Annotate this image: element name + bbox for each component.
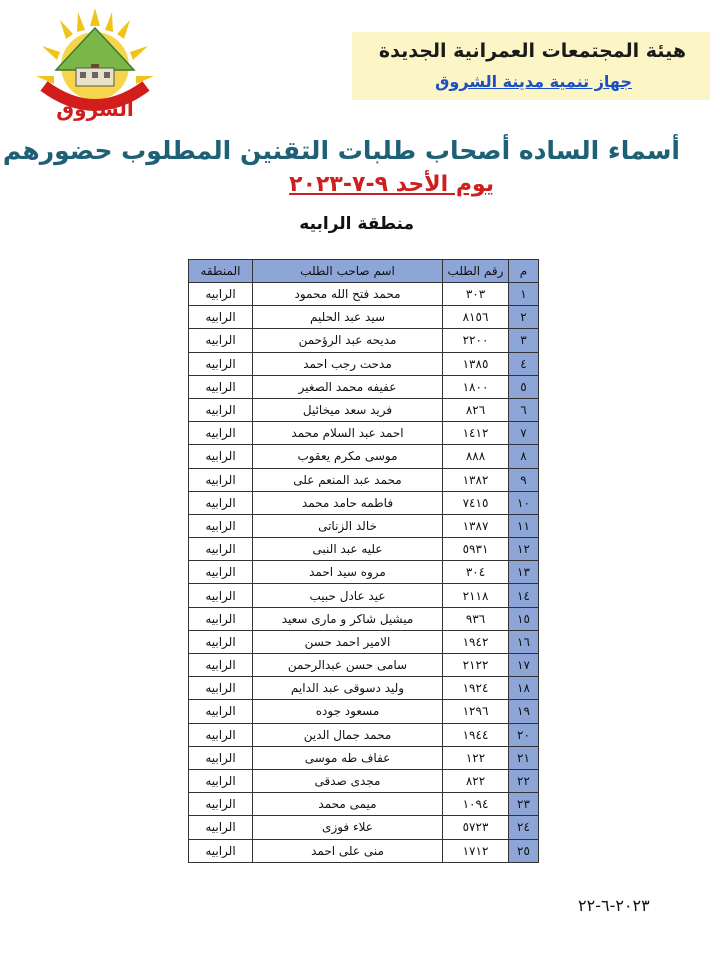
area-name: الرابيه [189, 816, 253, 839]
table-row [189, 422, 539, 445]
area-name: الرابيه [189, 352, 253, 375]
request-number: ٨٨٨ [443, 445, 509, 468]
area-name: الرابيه [189, 375, 253, 398]
applicant-name: مدحت رجب احمد [253, 352, 443, 375]
area-name: الرابيه [189, 630, 253, 653]
applicant-name: احمد عبد السلام محمد [253, 422, 443, 445]
area-name: الرابيه [189, 398, 253, 421]
row-index: ١٧ [509, 654, 539, 677]
applicant-name: عليه عبد النبى [253, 538, 443, 561]
row-index: ٢٤ [509, 816, 539, 839]
table-row [189, 538, 539, 561]
page-title: أسماء الساده أصحاب طلبات التقنين المطلوب حضورهم [2, 136, 680, 165]
area-name: الرابيه [189, 491, 253, 514]
request-number: ٩٣٦ [443, 607, 509, 630]
area-name: الرابيه [189, 654, 253, 677]
applicant-name: عفاف طه موسى [253, 746, 443, 769]
row-index: ١٨ [509, 677, 539, 700]
row-index: ٢ [509, 306, 539, 329]
table-row [189, 352, 539, 375]
document-date: ٢٠٢٣-٦-٢٢ [578, 896, 650, 915]
col-header-area: المنطقه [189, 260, 253, 283]
area-name: الرابيه [189, 329, 253, 352]
table-row [189, 329, 539, 352]
row-index: ٢٣ [509, 793, 539, 816]
area-name: الرابيه [189, 723, 253, 746]
row-index: ٩ [509, 468, 539, 491]
area-name: الرابيه [189, 769, 253, 792]
row-index: ٥ [509, 375, 539, 398]
applicants-table-wrap [188, 259, 538, 863]
table-row [189, 375, 539, 398]
row-index: ١٢ [509, 538, 539, 561]
row-index: ١٣ [509, 561, 539, 584]
applicant-name: وليد دسوقى عبد الدايم [253, 677, 443, 700]
area-name: الرابيه [189, 607, 253, 630]
row-index: ٢٢ [509, 769, 539, 792]
row-index: ٧ [509, 422, 539, 445]
area-name: الرابيه [189, 561, 253, 584]
applicant-name: عيد عادل حبيب [253, 584, 443, 607]
row-index: ٨ [509, 445, 539, 468]
page-subtitle-date: يوم الأحد ٩-٧-٢٠٢٣ [289, 172, 494, 197]
request-number: ٨١٥٦ [443, 306, 509, 329]
request-number: ١٩٤٢ [443, 630, 509, 653]
applicant-name: سيد عبد الحليم [253, 306, 443, 329]
applicant-name: سامى حسن عبدالرحمن [253, 654, 443, 677]
request-number: ٨٢٢ [443, 769, 509, 792]
table-row [189, 306, 539, 329]
logo-text: الشروق [56, 97, 134, 121]
request-number: ٣٠٤ [443, 561, 509, 584]
area-title: منطقة الرابيه [299, 214, 414, 234]
col-header-applicant-name: اسم صاحب الطلب [253, 260, 443, 283]
table-row [189, 793, 539, 816]
table-row [189, 677, 539, 700]
table-row [189, 445, 539, 468]
request-number: ١٢٩٦ [443, 700, 509, 723]
applicant-name: ميشيل شاكر و مارى سعيد [253, 607, 443, 630]
row-index: ٦ [509, 398, 539, 421]
area-name: الرابيه [189, 677, 253, 700]
applicant-name: مديحه عبد الرؤحمن [253, 329, 443, 352]
applicant-name: مروه سيد احمد [253, 561, 443, 584]
applicant-name: محمد عبد المنعم على [253, 468, 443, 491]
request-number: ٥٧٢٣ [443, 816, 509, 839]
area-name: الرابيه [189, 793, 253, 816]
request-number: ١٧١٢ [443, 839, 509, 862]
applicant-name: عفيفه محمد الصغير [253, 375, 443, 398]
table-row [189, 816, 539, 839]
area-name: الرابيه [189, 514, 253, 537]
table-row [189, 723, 539, 746]
area-name: الرابيه [189, 445, 253, 468]
applicants-table [188, 259, 539, 863]
table-row [189, 630, 539, 653]
applicant-name: ميمى محمد [253, 793, 443, 816]
table-body [189, 283, 539, 863]
row-index: ٢٠ [509, 723, 539, 746]
applicant-name: مجدى صدقى [253, 769, 443, 792]
row-index: ١ [509, 283, 539, 306]
applicant-name: علاء فوزى [253, 816, 443, 839]
table-row [189, 514, 539, 537]
area-name: الرابيه [189, 283, 253, 306]
applicant-name: محمد جمال الدين [253, 723, 443, 746]
table-row [189, 283, 539, 306]
row-index: ٢١ [509, 746, 539, 769]
request-number: ١٢٢ [443, 746, 509, 769]
area-name: الرابيه [189, 468, 253, 491]
col-header-index: م [509, 260, 539, 283]
table-row [189, 561, 539, 584]
logo-emblem [30, 6, 160, 124]
row-index: ١١ [509, 514, 539, 537]
table-row [189, 769, 539, 792]
area-name: الرابيه [189, 746, 253, 769]
table-row [189, 654, 539, 677]
request-number: ١٨٠٠ [443, 375, 509, 398]
request-number: ٥٩٣١ [443, 538, 509, 561]
area-name: الرابيه [189, 839, 253, 862]
request-number: ١٤١٢ [443, 422, 509, 445]
row-index: ١٥ [509, 607, 539, 630]
request-number: ١٣٨٥ [443, 352, 509, 375]
request-number: ٢٢٠٠ [443, 329, 509, 352]
table-row [189, 607, 539, 630]
table-row [189, 584, 539, 607]
applicant-name: مسعود جوده [253, 700, 443, 723]
area-name: الرابيه [189, 700, 253, 723]
row-index: ٤ [509, 352, 539, 375]
row-index: ١٦ [509, 630, 539, 653]
request-number: ٧٤١٥ [443, 491, 509, 514]
org-branch: جهاز تنمية مدينة الشروق [435, 72, 632, 91]
request-number: ٢١١٨ [443, 584, 509, 607]
request-number: ٨٢٦ [443, 398, 509, 421]
request-number: ١٣٨٢ [443, 468, 509, 491]
table-row [189, 839, 539, 862]
table-header-row [189, 260, 539, 283]
request-number: ١٠٩٤ [443, 793, 509, 816]
request-number: ١٩٢٤ [443, 677, 509, 700]
col-header-request-no: رقم الطلب [443, 260, 509, 283]
row-index: ٣ [509, 329, 539, 352]
row-index: ١٩ [509, 700, 539, 723]
applicant-name: موسى مكرم يعقوب [253, 445, 443, 468]
applicant-name: محمد فتح الله محمود [253, 283, 443, 306]
row-index: ١٠ [509, 491, 539, 514]
applicant-name: فاطمه حامد محمد [253, 491, 443, 514]
header-box [352, 32, 710, 100]
applicant-name: خالد الزناتى [253, 514, 443, 537]
applicant-name: منى على احمد [253, 839, 443, 862]
area-name: الرابيه [189, 538, 253, 561]
table-row [189, 746, 539, 769]
row-index: ١٤ [509, 584, 539, 607]
org-name: هيئة المجتمعات العمرانية الجديدة [378, 40, 686, 62]
table-row [189, 398, 539, 421]
request-number: ٣٠٣ [443, 283, 509, 306]
row-index: ٢٥ [509, 839, 539, 862]
request-number: ٢١٢٢ [443, 654, 509, 677]
applicant-name: الامير احمد حسن [253, 630, 443, 653]
request-number: ١٣٨٧ [443, 514, 509, 537]
applicant-name: فريد سعد ميخائيل [253, 398, 443, 421]
request-number: ١٩٤٤ [443, 723, 509, 746]
area-name: الرابيه [189, 306, 253, 329]
table-row [189, 468, 539, 491]
table-row [189, 491, 539, 514]
table-row [189, 700, 539, 723]
area-name: الرابيه [189, 584, 253, 607]
area-name: الرابيه [189, 422, 253, 445]
